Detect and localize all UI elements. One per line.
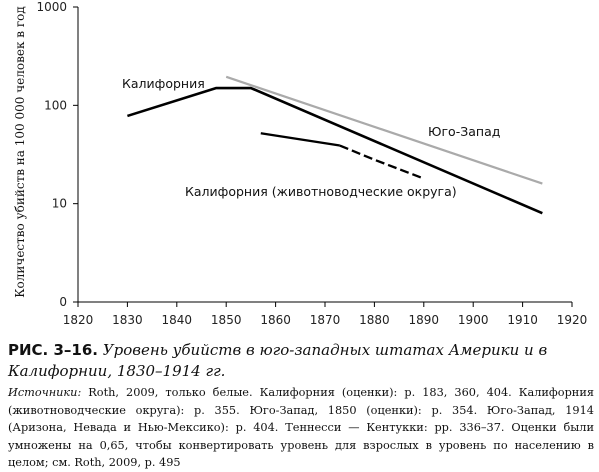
x-tick-label: 1880 [359,313,390,327]
california-ranching-line-dashed [340,146,424,179]
label-california-ranching: Калифорния (животноводческие округа) [185,184,457,199]
california-ranching-line [261,133,340,145]
sources-note [8,384,594,472]
y-tick-label: 0 [59,295,67,309]
label-southwest: Юго-Запад [428,124,501,139]
x-tick-label: 1830 [112,313,143,327]
axes [36,0,587,327]
x-tick-label: 1910 [507,313,538,327]
x-tick-label: 1860 [260,313,291,327]
x-tick-label: 1920 [556,313,588,327]
sources-lead: Источники: [8,386,82,399]
y-tick-label: 1000 [36,0,67,14]
y-tick-label: 10 [51,196,67,211]
series-labels [122,76,500,199]
y-tick-label: 100 [44,98,67,113]
x-tick-label: 1890 [408,313,440,327]
label-california: Калифорния [122,76,205,91]
figure-caption [8,340,593,382]
y-axis-label: Количество убийств на 100 000 человек в год [13,6,27,298]
x-tick-label: 1900 [457,313,489,327]
x-tick-label: 1850 [210,313,242,327]
x-tick-label: 1870 [309,313,341,327]
x-tick-label: 1840 [161,313,193,327]
sources-text: Roth, 2009, только белые. Калифорния (оценки): p. 183, 360, 404. Калифорния (животноводческие округа): p. 355. Юго-Запад, 1850 (оценки): p. 354. Юго-Запад, 1914 (Аризона, Невада и Нью-Мексико): p. 404. Теннесси — Кентукки: pp. 336–37. Оценки были умножены на 0,65, чтобы конвертировать уровень для взрослых в уровень по населению в целом; см. Roth, 2009, p. 495 [8,386,594,469]
figure-caption-text: Уровень убийств в юго-западных штатах Америки и в Калифорнии, 1830–1914 гг. [8,341,548,380]
figure-label: РИС. 3–16. [8,341,98,359]
x-tick-label: 1820 [62,313,94,327]
